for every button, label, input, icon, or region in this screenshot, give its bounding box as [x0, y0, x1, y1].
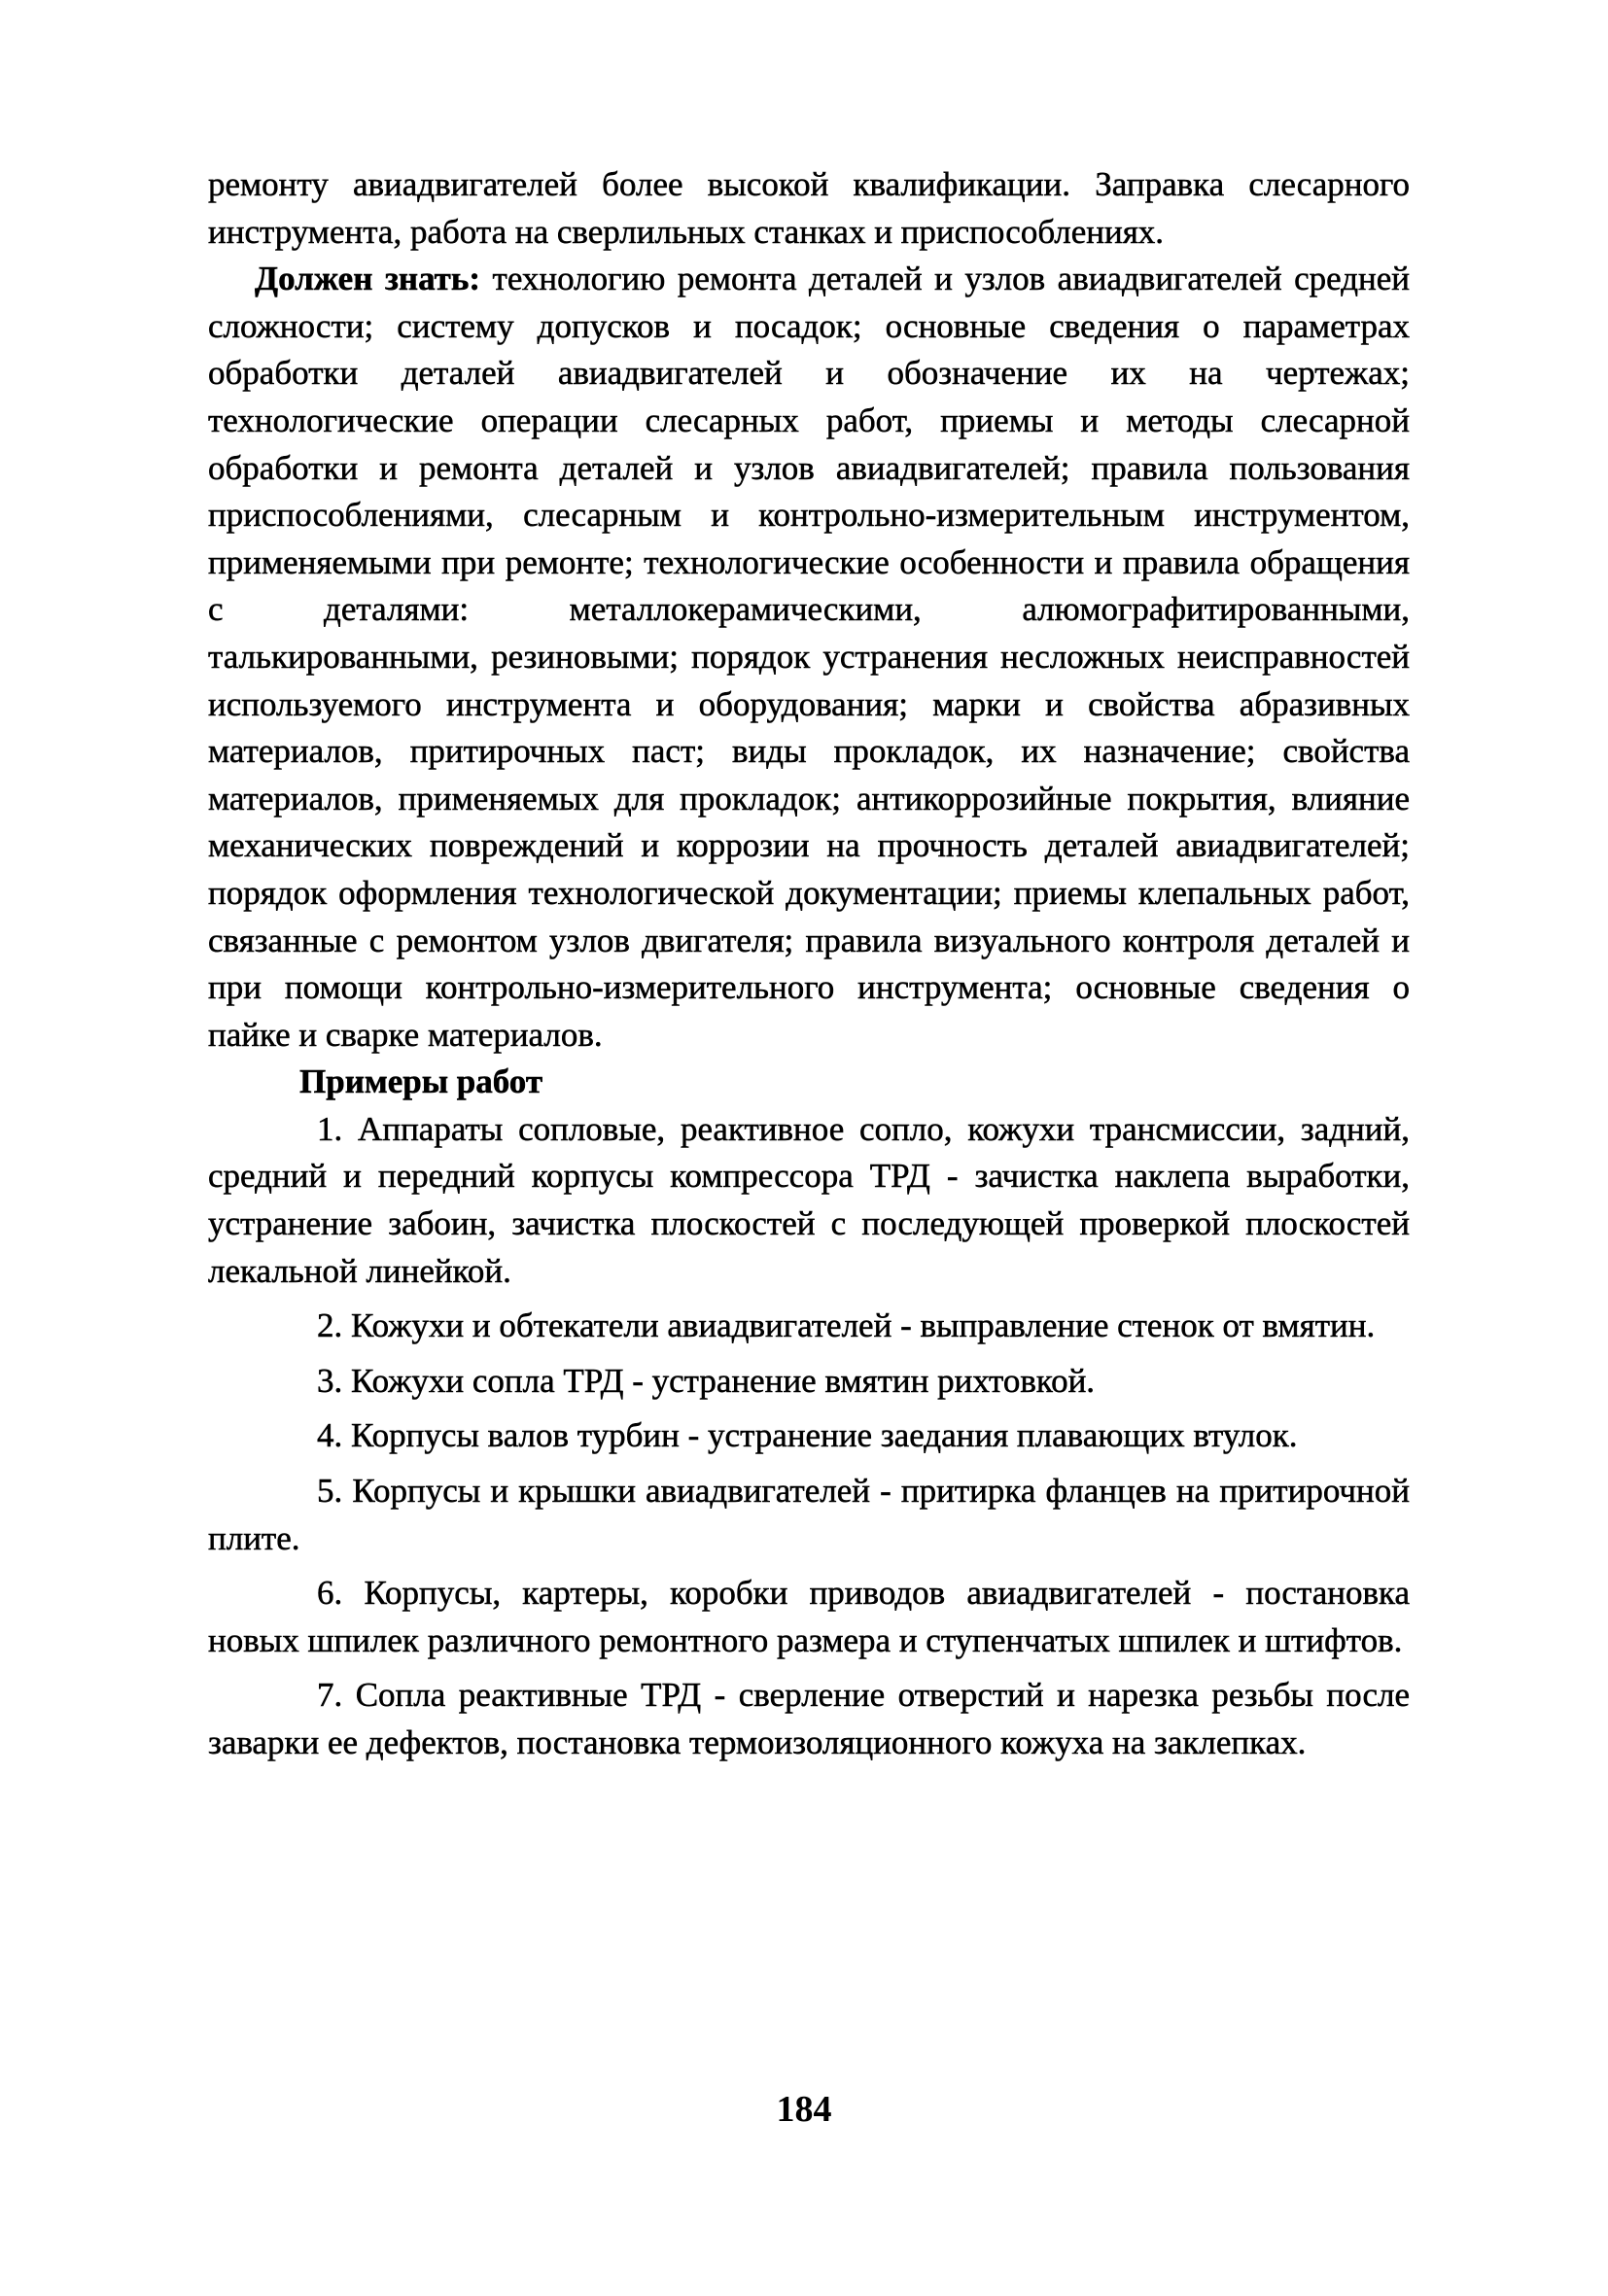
intro-continuation-paragraph: ремонту авиадвигателей более высокой квалификации. Заправка слесарного инструмента, работа на сверлильных станках и приспособлениях. [208, 165, 1410, 251]
example-item-4: 4. Корпусы валов турбин - устранение заедания плавающих втулок. [317, 1416, 1298, 1455]
must-know-lead: Должен знать: [255, 260, 481, 298]
page-number: 184 [776, 2089, 832, 2130]
example-item-3: 3. Кожухи сопла ТРД - устранение вмятин рихтовкой. [317, 1361, 1096, 1400]
must-know-paragraph [208, 256, 1410, 1059]
example-item-7: 7. Сопла реактивные ТРД - сверление отверстий и нарезка резьбы после заварки ее дефектов, постановка термоизоляционного кожуха на заклепках. [208, 1676, 1410, 1761]
example-item-6: 6. Корпусы, картеры, коробки приводов авиадвигателей - постановка новых шпилек различного ремонтного размера и ступенчатых шпилек и штифтов. [208, 1574, 1410, 1659]
example-item-5: 5. Корпусы и крышки авиадвигателей - притирка фланцев на притирочной плите. [208, 1472, 1410, 1557]
page-body [208, 161, 1410, 1767]
examples-heading: Примеры работ [299, 1062, 543, 1101]
example-item-1: 1. Аппараты сопловые, реактивное сопло, кожухи трансмиссии, задний, средний и передний корпусы компрессора ТРД - зачистка наклепа выработки, устранение забоин, зачистка плоскостей с последующей проверкой плоскостей лекальной линейкой. [208, 1109, 1410, 1290]
must-know-text: технологию ремонта деталей и узлов авиадвигателей средней сложности; систему допусков и посадок; основные сведения о параметрах обработки деталей авиадвигателей и обозначение их на чертежах; технологические операции слесарных работ, приемы и методы слесарной обработки и ремонта деталей и узлов авиадвигателей; правила пользования приспособлениями, слесарным и контрольно-измерительным инструментом, применяемыми при ремонте; технологические особенности и правила обращения с деталями: металлокерамическими, алюмографитированными, талькированными, резиновыми; порядок устранения несложных неисправностей используемого инструмента и оборудования; марки и свойства абразивных материалов, притирочных паст; виды прокладок, их назначение; свойства материалов, применяемых для прокладок; антикоррозийные покрытия, влияние механических повреждений и коррозии на прочность деталей авиадвигателей; порядок оформления технологической документации; приемы клепальных работ, связанные с ремонтом узлов двигателя; правила визуального контроля деталей и при помощи контрольно-измерительного инструмента; основные сведения о пайке и сварке материалов. [208, 260, 1410, 1054]
example-item-2: 2. Кожухи и обтекатели авиадвигателей - выправление стенок от вмятин. [317, 1306, 1376, 1345]
